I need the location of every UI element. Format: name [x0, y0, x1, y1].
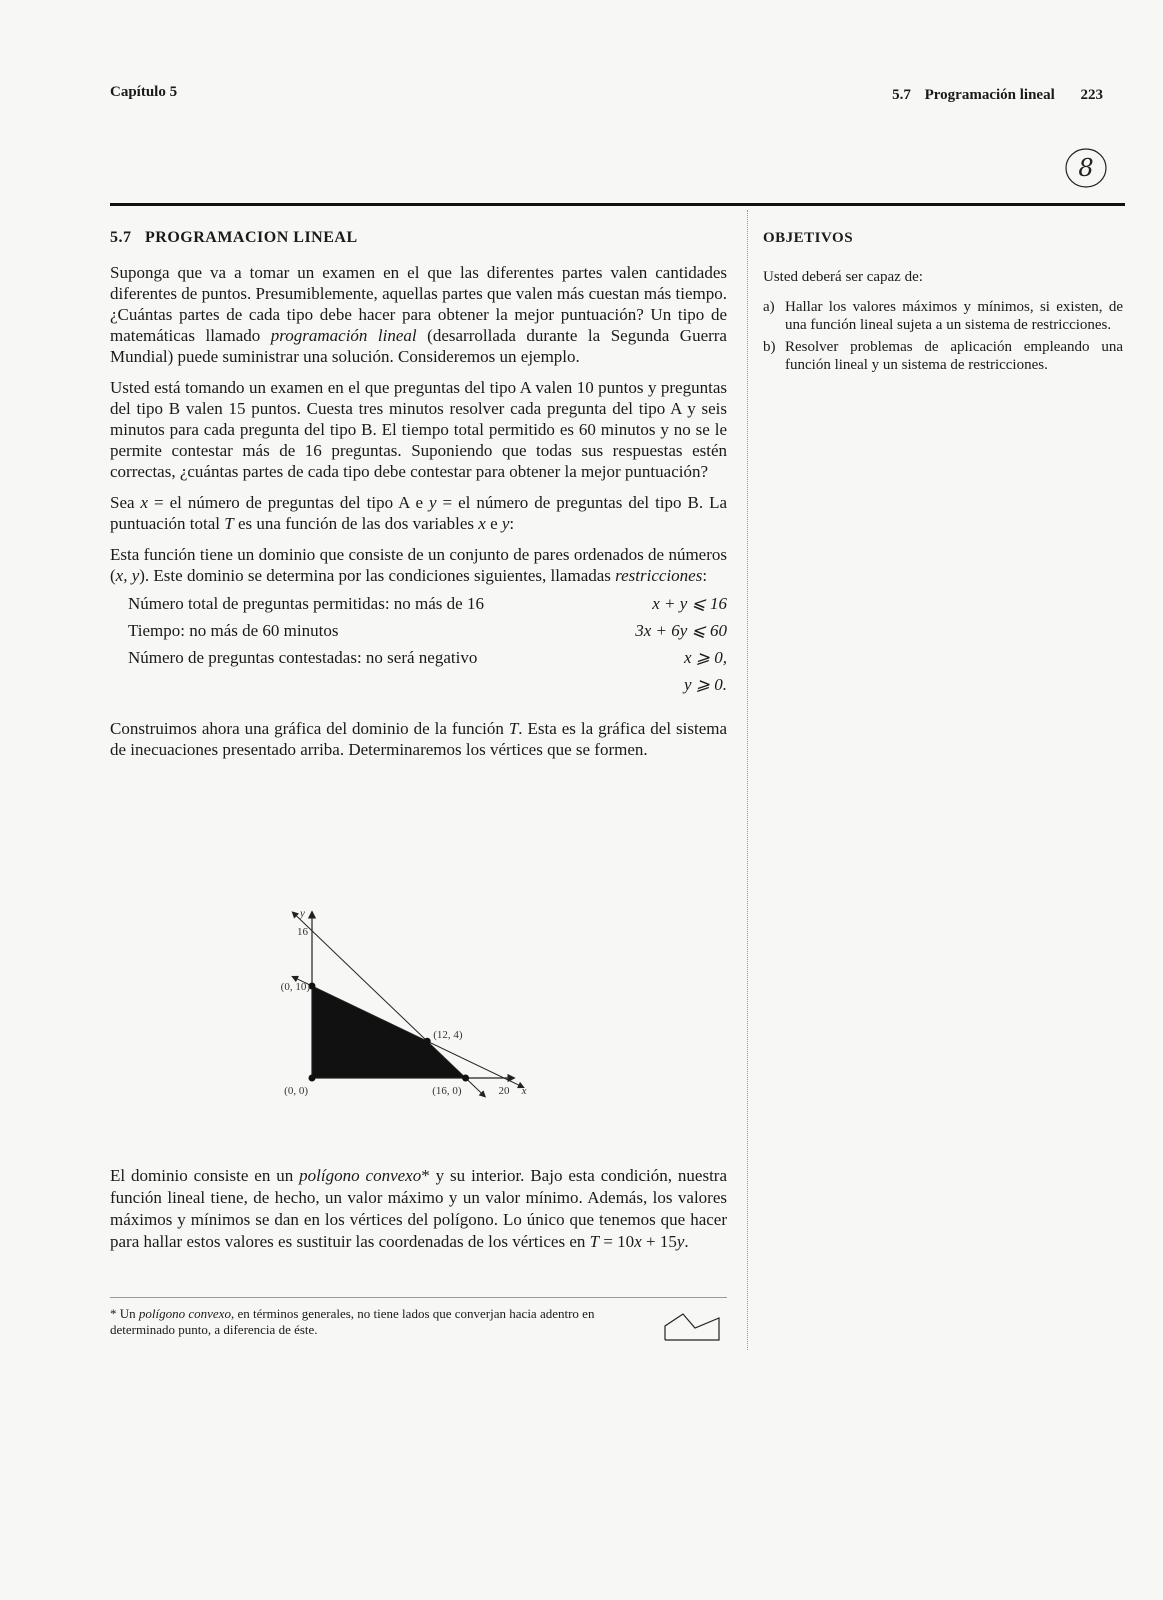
concave-polygon-illustration	[661, 1306, 723, 1346]
vertex-point	[309, 1075, 316, 1082]
handwritten-digit: 8	[1078, 154, 1094, 182]
vertex-label: (16, 0)	[432, 1085, 462, 1097]
x-tick-label: 20	[498, 1085, 510, 1097]
section-title	[110, 227, 727, 248]
y-axis-label: y	[300, 907, 305, 920]
section-title-text: PROGRAMACION LINEAL	[145, 229, 358, 246]
conclusion-block	[110, 1165, 727, 1253]
conclusion-paragraph: El dominio consiste en un polígono convexo* y su interior. Bajo esta condición, nuestra función lineal tiene, de hecho, un valor máximo y un valor mínimo. Además, los valores máximos y mínimos se dan en los vértices del polígono. Lo único que tenemos que hacer para hallar estos valores es sustituir las coordenadas de los vértices en T = 10x + 15y.	[110, 1166, 727, 1251]
section-title-number: 5.7	[110, 229, 132, 246]
objectives-sidebar	[763, 230, 1123, 378]
header-rule	[110, 203, 1125, 206]
constraint-row: Tiempo: no más de 60 minutos 3x + 6y ⩽ 60	[128, 621, 727, 640]
constraint-row: y ⩾ 0.	[683, 675, 727, 694]
column-divider	[747, 210, 748, 1350]
objective-item: a) Hallar los valores máximos y mínimos, si existen, de una función lineal sujeta a un sistema de restricciones.	[763, 299, 1123, 333]
running-header	[882, 87, 1103, 104]
term-programacion-lineal: programación lineal	[270, 326, 417, 345]
graph-paragraph: Construimos ahora una gráfica del dominio de la función T. Esta es la gráfica del sistema de inecuaciones presentado arriba. Determinaremos los vértices que se formen.	[110, 719, 728, 759]
objectives-intro: Usted deberá ser capaz de:	[763, 269, 923, 285]
footnote-rule	[110, 1297, 727, 1298]
footnote: * Un polígono convexo, en términos generales, no tiene lados que converjan hacia adentro en determinado punto, a diferencia de éste.	[110, 1306, 595, 1337]
y-tick-label: 16	[297, 925, 308, 938]
vertex-point	[424, 1038, 431, 1045]
page-number: 223	[1080, 87, 1103, 103]
term-poligono-convexo: polígono convexo	[299, 1166, 422, 1185]
vertex-label: (12, 4)	[433, 1029, 463, 1042]
header-section-number: 5.7	[892, 87, 911, 103]
vertex-label: (0, 0)	[284, 1085, 308, 1097]
vertex-point	[462, 1075, 469, 1082]
intro-paragraph: Suponga que va a tomar un examen en el que las diferentes partes valen cantidades diferentes de puntos. Presumiblemente, aquellas partes que valen más cuestan más tiempo. ¿Cuántas partes de cada tipo debe hacer para obtener la mejor puntuación? Un tipo de matemáticas llamado programación lineal (desarrollada durante la Segunda Guerra Mundial) puede suministrar una solución. Consideremos un ejemplo.	[110, 263, 727, 366]
constraints-list	[128, 590, 727, 698]
x-axis-label: x	[521, 1085, 527, 1097]
main-column	[110, 225, 727, 770]
feasible-region-graph	[250, 888, 570, 1135]
vertex-label: (0, 10)	[280, 981, 310, 993]
domain-paragraph: Esta función tiene un dominio que consiste de un conjunto de pares ordenados de números (x, y). Este dominio se determina por las condiciones siguientes, llamadas restricciones:	[110, 545, 727, 585]
constraint-row: Número de preguntas contestadas: no será negativo x ⩾ 0,	[128, 648, 727, 667]
objective-item: b) Resolver problemas de aplicación empleando una función lineal y un sistema de restricciones.	[763, 339, 1123, 373]
objectives-title: OBJETIVOS	[763, 230, 854, 246]
example-paragraph: Usted está tomando un examen en el que preguntas del tipo A valen 10 puntos y preguntas del tipo B valen 15 puntos. Cuesta tres minutos resolver cada pregunta del tipo A y seis minutos para cada pregunta del tipo B. El tiempo total permitido es 60 minutos y no se le permite contestar más de 16 preguntas. Suponiendo que todas sus respuestas estén correctas, ¿cuántas partes de cada tipo debe contestar para obtener la mejor puntuación?	[110, 378, 727, 481]
chapter-label: Capítulo 5	[110, 84, 178, 100]
variables-paragraph: Sea x = el número de preguntas del tipo A e y = el número de preguntas del tipo B. La puntuación total T es una función de las dos variables x e y:	[110, 493, 727, 533]
header-section-title: Programación lineal	[924, 87, 1055, 103]
handwritten-mark	[1063, 143, 1109, 191]
constraint-row: Número total de preguntas permitidas: no más de 16 x + y ⩽ 16	[128, 594, 727, 613]
